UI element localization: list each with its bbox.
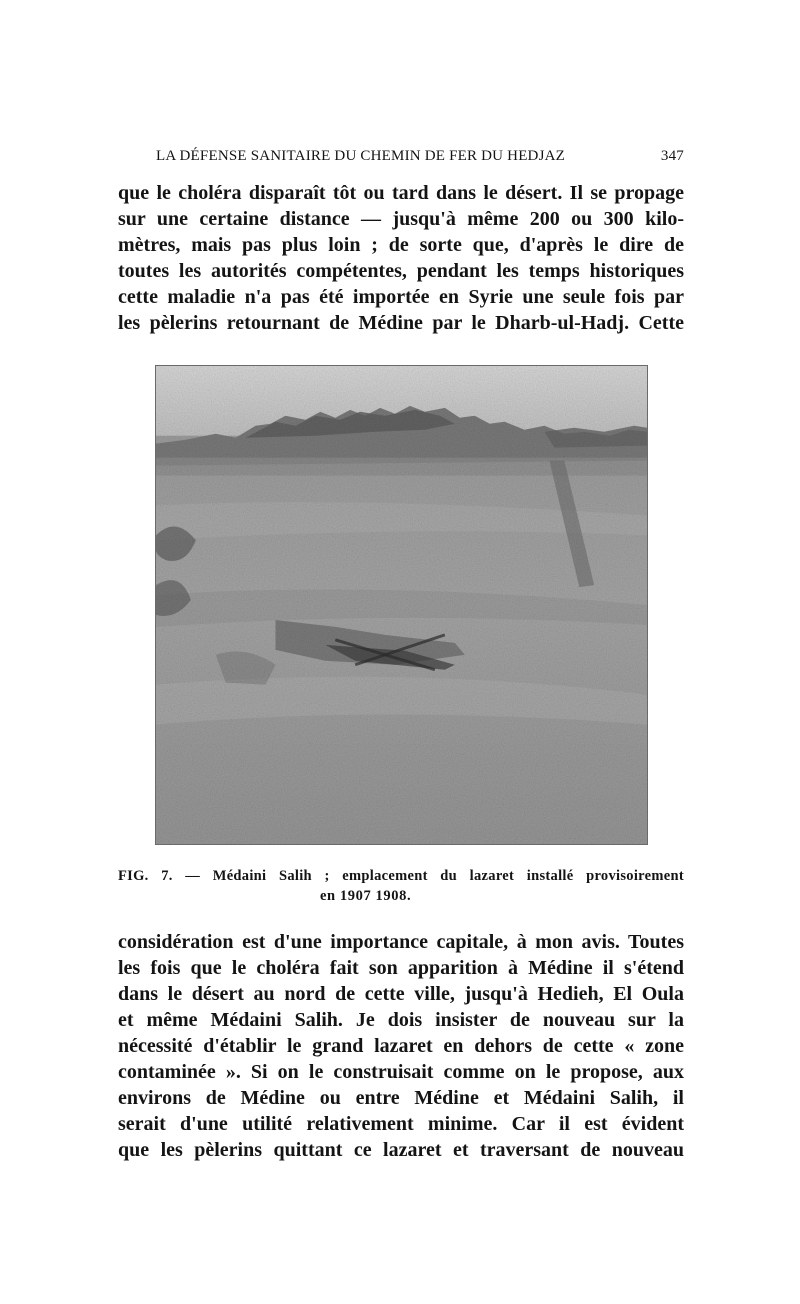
text-line: les pèlerins retournant de Médine par le Dharb-ul-Hadj. Cette <box>118 312 684 334</box>
text-line: et même Médaini Salih. Je dois insister de nouveau sur la <box>118 1009 684 1031</box>
text-line: considération est d'une importance capitale, à mon avis. Toutes <box>118 931 684 953</box>
caption-line: en 1907 1908. <box>320 888 412 904</box>
desert-landscape-photo <box>156 366 647 844</box>
text-line: environs de Médine ou entre Médine et Médaini Salih, il <box>118 1087 684 1109</box>
text-line: que le choléra disparaît tôt ou tard dans le désert. Il se propage <box>118 182 684 204</box>
figure-caption <box>118 866 684 906</box>
text-line: contaminée ». Si on le construisait comme on le propose, aux <box>118 1061 684 1083</box>
paragraph-bottom <box>118 929 684 1163</box>
caption-line: FIG. 7. — Médaini Salih ; emplacement du lazaret installé provisoirement <box>118 868 684 884</box>
page-number: 347 <box>660 148 684 164</box>
figure-photograph <box>155 365 648 845</box>
running-head-title: LA DÉFENSE SANITAIRE DU CHEMIN DE FER DU HEDJAZ <box>156 148 566 164</box>
text-line: cette maladie n'a pas été importée en Syrie une seule fois par <box>118 286 684 308</box>
text-line: serait d'une utilité relativement minime. Car il est évident <box>118 1113 684 1135</box>
text-line: dans le désert au nord de cette ville, jusqu'à Hedieh, El Oula <box>118 983 684 1005</box>
text-line: que les pèlerins quittant ce lazaret et traversant de nouveau <box>118 1139 684 1161</box>
running-head <box>118 148 684 172</box>
text-line: nécessité d'établir le grand lazaret en dehors de cette « zone <box>118 1035 684 1057</box>
paragraph-top <box>118 180 684 336</box>
text-line: sur une certaine distance — jusqu'à même 200 ou 300 kilo- <box>118 208 684 230</box>
text-line: les fois que le choléra fait son apparition à Médine il s'étend <box>118 957 684 979</box>
text-line: toutes les autorités compétentes, pendant les temps historiques <box>118 260 684 282</box>
text-line: mètres, mais pas plus loin ; de sorte que, d'après le dire de <box>118 234 684 256</box>
